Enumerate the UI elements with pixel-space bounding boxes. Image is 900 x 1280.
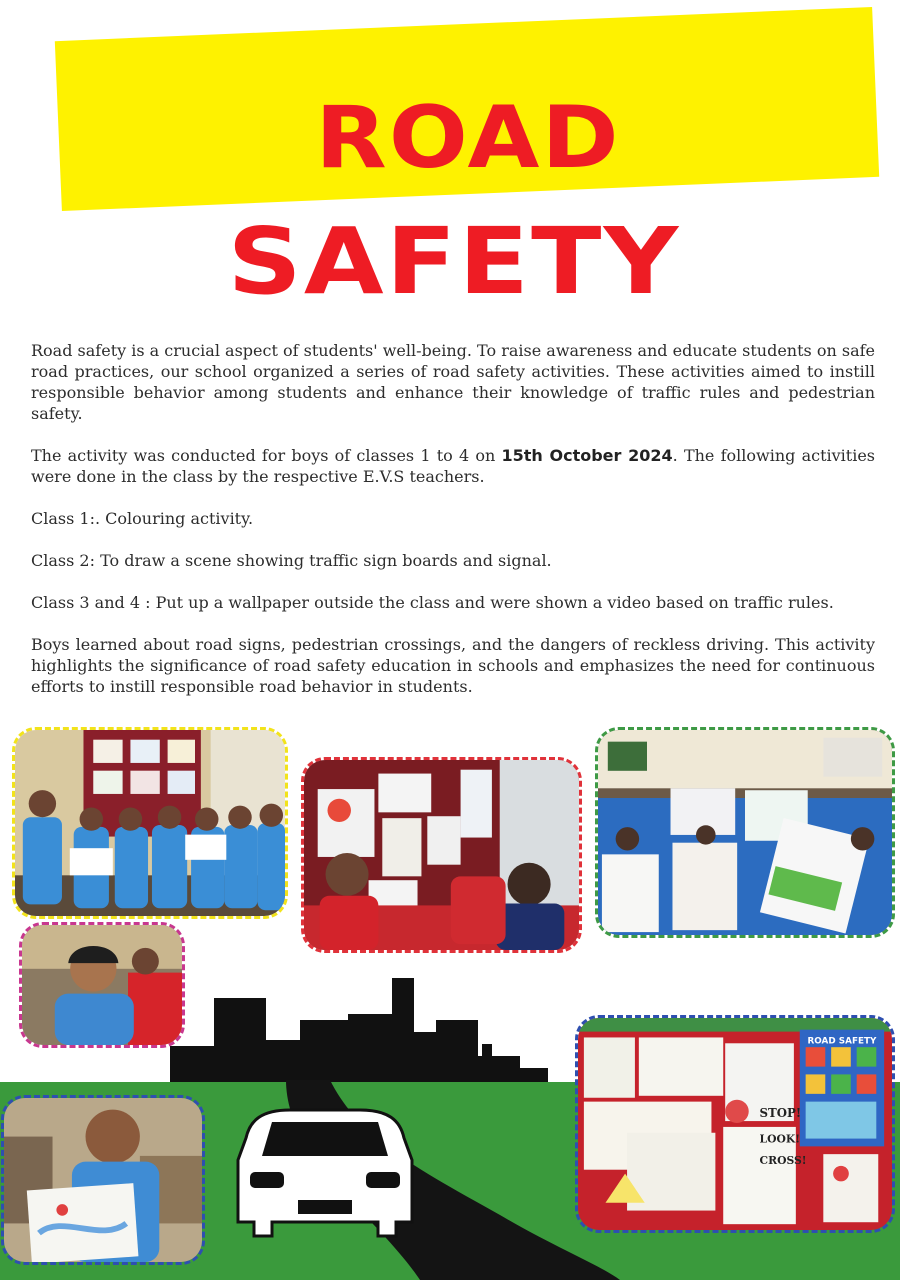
- photo-student-drawing: [1, 1095, 205, 1265]
- class-1-line: Class 1:. Colouring activity.: [31, 509, 254, 528]
- photo-student-helmet: [19, 922, 185, 1048]
- photo-class-3-4-posters: [595, 727, 895, 938]
- title-safety: SAFETY: [227, 208, 681, 315]
- photo-class-2-drawing: [301, 757, 582, 953]
- poster-look-label: LOOK!: [759, 1132, 801, 1146]
- photo-road-safety-wallpaper: [575, 1015, 895, 1233]
- poster-cross-label: CROSS!: [759, 1153, 807, 1167]
- class-2-line: Class 2: To draw a scene showing traffic sign boards and signal.: [31, 551, 552, 570]
- class-3-4-line: Class 3 and 4 : Put up a wallpaper outside the class and were shown a video based on traffic rules.: [31, 593, 834, 612]
- activity-paragraph: [31, 445, 875, 487]
- article-body: [31, 340, 875, 718]
- city-skyline: [138, 978, 548, 1082]
- activity-date: 15th October 2024: [501, 446, 673, 465]
- activity-text-before: The activity was conducted for boys of classes 1 to 4 on: [31, 446, 502, 465]
- title-road: ROAD: [315, 88, 621, 188]
- photo-class-1-colouring: [12, 727, 288, 919]
- activity-text-after: . The following activities were done in the class by the respective E.V.S teachers.: [31, 446, 876, 486]
- poster-stop-label: STOP!: [759, 1106, 802, 1121]
- intro-paragraph: Road safety is a crucial aspect of students' well-being. To raise awareness and educate students on safe road practices, our school organized a series of road safety activities. These activities aimed to instill responsible behavior among students and enhance their knowledge of traffic rules and pedestrian safety.: [31, 341, 875, 423]
- conclusion-paragraph: Boys learned about road signs, pedestrian crossings, and the dangers of reckless driving. This activity highlights the significance of road safety education in schools and emphasizes the need for continuous efforts to instill responsible road behavior in students.: [31, 635, 875, 696]
- poster-road-safety-label: ROAD SAFETY: [807, 1036, 877, 1047]
- car-icon: [238, 1110, 412, 1236]
